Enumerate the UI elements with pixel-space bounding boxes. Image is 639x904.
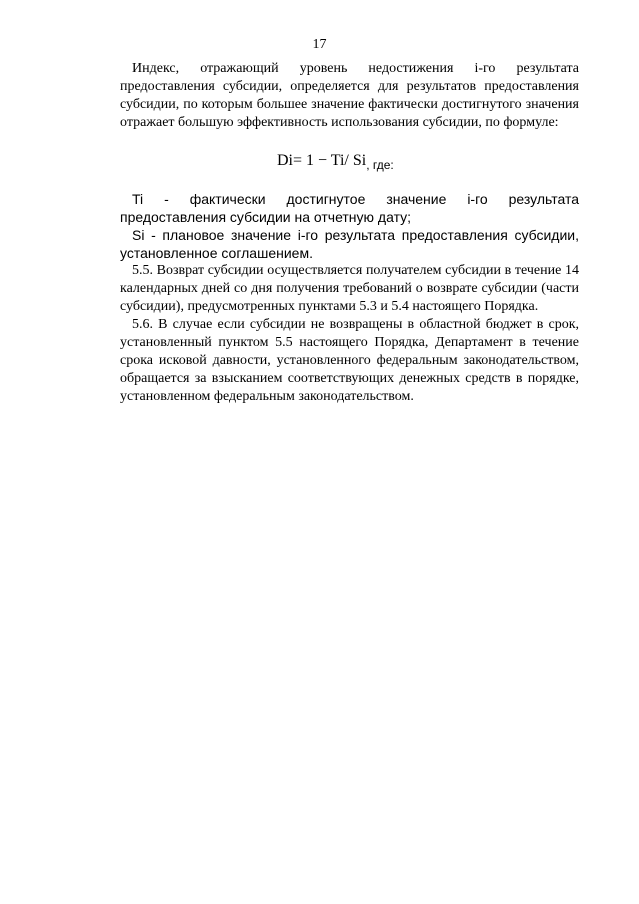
paragraph-ti-definition: Ti - фактически достигнутое значение i-го результата предоставления субсидии на отчетную дату;: [120, 191, 579, 225]
page-number: 17: [312, 37, 327, 52]
formula-block: [120, 132, 579, 190]
paragraph-si-definition: Si - плановое значение i-го результата предоставления субсидии, установленное соглашением.: [120, 227, 579, 261]
formula-suffix: , где:: [366, 158, 394, 172]
formula: [277, 152, 394, 170]
paragraph-5-6: 5.6. В случае если субсидии не возвращены в областной бюджет в срок, установленный пунктом 5.5 настоящего Порядка, Департамент в течение срока исковой давности, установленного федеральным законодательством, обращается за взысканием соответствующих денежных средств в порядке, установленном федеральным законодательством.: [120, 317, 579, 404]
document-body: [120, 60, 579, 406]
paragraph-index-definition: Индекс, отражающий уровень недостижения i-го результата предоставления субсидии, определяется для результатов предоставления субсидии, по которым большее значение фактически достигнутого значения отражает большую эффективность использования субсидии, по формуле:: [120, 61, 579, 130]
paragraph-5-5: 5.5. Возврат субсидии осуществляется получателем субсидии в течение 14 календарных дней со дня получения требований о возврате субсидии (части субсидии), предусмотренных пунктами 5.3 и 5.4 настоящего Порядка.: [120, 263, 579, 314]
formula-expression: Di= 1 − Ti/ Si: [277, 152, 367, 169]
